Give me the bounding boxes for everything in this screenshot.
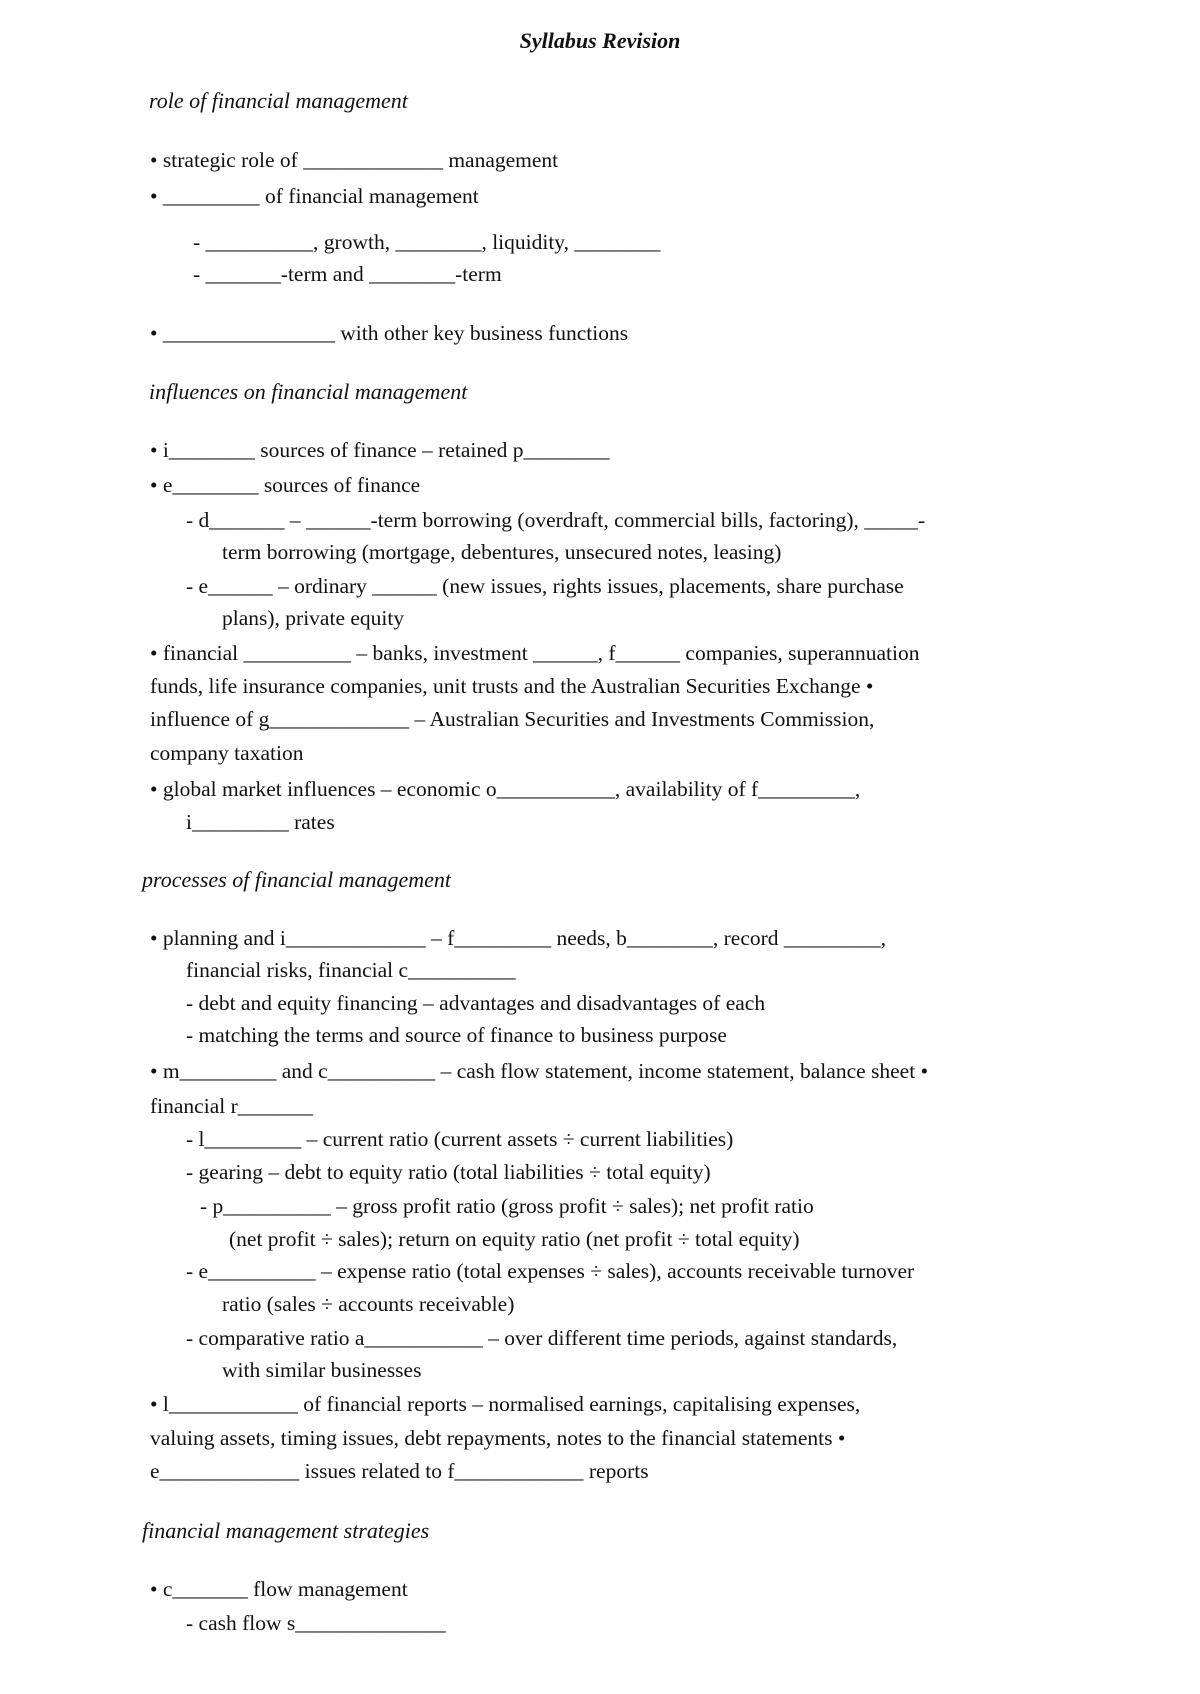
section-line: - comparative ratio a___________ – over different time periods, against standards, xyxy=(186,1326,898,1350)
section-line: • financial __________ – banks, investment ______, f______ companies, superannuation xyxy=(150,641,920,665)
section-line: - l_________ – current ratio (current assets ÷ current liabilities) xyxy=(186,1127,734,1151)
section-line: • l____________ of financial reports – normalised earnings, capitalising expenses, xyxy=(150,1392,861,1416)
section-heading-influences: influences on financial management xyxy=(149,379,468,404)
section-line: valuing assets, timing issues, debt repayments, notes to the financial statements • xyxy=(150,1426,846,1450)
section-line: plans), private equity xyxy=(222,606,405,630)
section-line: - d_______ – ______-term borrowing (overdraft, commercial bills, factoring), _____- xyxy=(186,508,926,532)
section-heading-role: role of financial management xyxy=(149,88,408,113)
section-line: i_________ rates xyxy=(186,810,335,834)
section-line: e_____________ issues related to f____________ reports xyxy=(150,1459,649,1483)
section-line: • e________ sources of finance xyxy=(150,473,421,497)
section-line: • i________ sources of finance – retained p________ xyxy=(150,438,610,462)
section-line: - e__________ – expense ratio (total expenses ÷ sales), accounts receivable turnover xyxy=(186,1259,915,1283)
section-line: - e______ – ordinary ______ (new issues, rights issues, placements, share purchase xyxy=(186,574,904,598)
section-line: - cash flow s______________ xyxy=(186,1611,446,1635)
section-line: term borrowing (mortgage, debentures, unsecured notes, leasing) xyxy=(222,540,782,564)
section-line: • c_______ flow management xyxy=(150,1577,408,1601)
section-line: funds, life insurance companies, unit trusts and the Australian Securities Exchange • xyxy=(150,674,874,698)
section-heading-strategies: financial management strategies xyxy=(142,1518,430,1543)
section-line: - _______-term and ________-term xyxy=(193,262,502,286)
section-line: influence of g_____________ – Australian Securities and Investments Commission, xyxy=(150,707,875,731)
section-line: company taxation xyxy=(150,741,304,765)
section-line: • ________________ with other key business functions xyxy=(150,321,629,345)
section-line: • _________ of financial management xyxy=(150,184,479,208)
section-line: • m_________ and c__________ – cash flow statement, income statement, balance sheet • xyxy=(150,1059,929,1083)
section-heading-processes: processes of financial management xyxy=(142,867,451,892)
section-line: - gearing – debt to equity ratio (total liabilities ÷ total equity) xyxy=(186,1160,711,1184)
section-line: with similar businesses xyxy=(222,1358,422,1382)
section-line: - __________, growth, ________, liquidity, ________ xyxy=(193,230,661,254)
section-line: financial risks, financial c__________ xyxy=(186,958,516,982)
document-title: Syllabus Revision xyxy=(519,28,681,53)
section-line: • strategic role of _____________ management xyxy=(150,148,559,172)
section-line: ratio (sales ÷ accounts receivable) xyxy=(222,1292,515,1316)
section-line: financial r_______ xyxy=(150,1094,313,1118)
section-line: - debt and equity financing – advantages and disadvantages of each xyxy=(186,991,766,1015)
section-line: - p__________ – gross profit ratio (gross profit ÷ sales); net profit ratio xyxy=(200,1194,814,1218)
section-line: (net profit ÷ sales); return on equity ratio (net profit ÷ total equity) xyxy=(229,1227,800,1251)
section-line: • global market influences – economic o___________, availability of f_________, xyxy=(150,777,861,801)
section-line: - matching the terms and source of finance to business purpose xyxy=(186,1023,727,1047)
section-line: • planning and i_____________ – f_________ needs, b________, record _________, xyxy=(150,926,887,950)
